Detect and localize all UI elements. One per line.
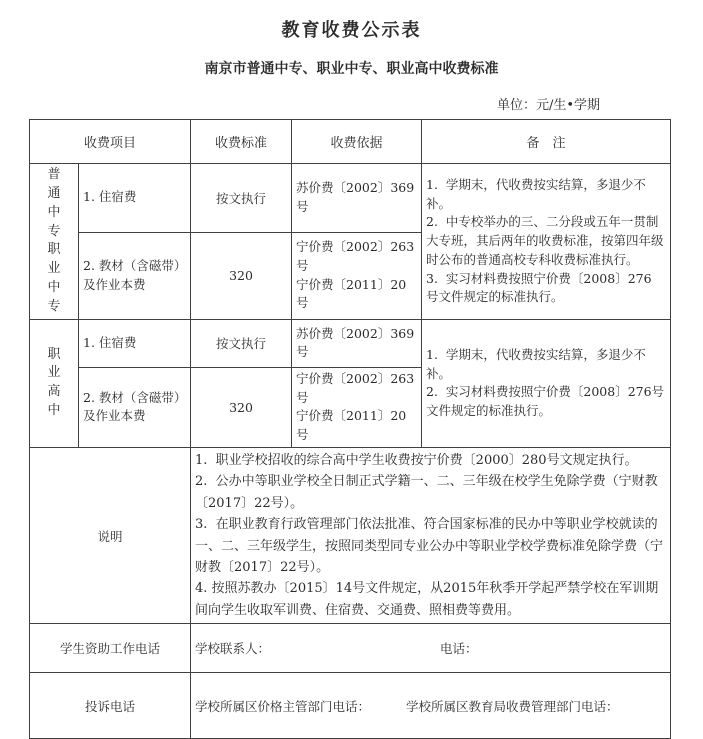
section1-row1 (30, 164, 671, 233)
student-aid-phone-label-cell: 学生资助工作电话 (30, 624, 191, 673)
remark-line: 1. 学期末，代收费按实结算，多退少不补。 (426, 176, 646, 211)
category-label-vertical: 职业高中 (47, 346, 61, 419)
category-label-vertical: 普通中专职业中专 (47, 167, 61, 314)
fee-basis-cell (292, 367, 422, 447)
notes-row (30, 447, 671, 624)
student-aid-phone-row (30, 624, 671, 673)
basis-line: 宁价费〔2002〕263号 (296, 239, 415, 273)
price-dept-phone-label: 学校所属区价格主管部门电话： (195, 698, 371, 714)
notes-line: 4. 按照苏教办〔2015〕14号文件规定，从2015年秋季开学起严禁学校在军训期间向学生收取军训费、住宿费、交通费、照相费等费用。 (195, 581, 659, 618)
page-title: 教育收费公示表 (281, 20, 422, 41)
header-cell-fee-basis: 收费依据 (292, 120, 422, 164)
fee-standard-cell: 320 (191, 367, 292, 447)
fee-item-cell: 2. 教材（含磁带）及作业本费 (79, 367, 191, 447)
category-cell-putong-zhongzhuan (30, 164, 79, 320)
school-contact-label: 学校联系人： (195, 641, 271, 657)
student-aid-phone-content-cell (191, 624, 671, 673)
basis-line: 宁价费〔2011〕20号 (296, 408, 407, 442)
notes-line: 3. 在职业教育行政管理部门依法批准、符合国家标准的民办中等职业学校就读的一、二、三年级学生，按照同类型同专业公办中等职业学校学费标准免除学费（宁财教〔2017〕22号）。 (195, 517, 664, 575)
fee-item-cell: 1. 住宿费 (79, 319, 191, 367)
fee-standard-cell: 按文执行 (191, 319, 292, 367)
basis-line: 宁价费〔2002〕263号 (296, 370, 415, 405)
category-cell-zhiye-gaozhong (30, 319, 79, 447)
section2-row1 (30, 319, 671, 367)
header-cell-fee-standard: 收费标准 (191, 120, 292, 164)
remark-line: 3. 实习材料费按照宁价费〔2008〕276 号文件规定的标准执行。 (426, 270, 656, 305)
remark-line: 2. 实习材料费按照宁价费〔2008〕276号文件规定的标准执行。 (426, 384, 665, 418)
remark-cell-section2 (422, 319, 671, 447)
table-header-row (30, 120, 671, 164)
page-subtitle: 南京市普通中专、职业中专、职业高中收费标准 (204, 61, 499, 77)
unit-note: 单位：元/生•学期 (496, 98, 600, 113)
phone-label: 电话： (440, 641, 478, 657)
basis-line: 苏价费〔2002〕369号 (296, 180, 415, 214)
complaint-phone-row (30, 673, 671, 739)
complaint-phone-label-cell: 投诉电话 (30, 673, 191, 739)
notes-content-cell (191, 447, 671, 624)
fee-item-cell: 2. 教材（含磁带）及作业本费 (79, 232, 191, 319)
notes-line: 1. 职业学校招收的综合高中学生收费按宁价费〔2000〕280号文规定执行。 (195, 452, 638, 468)
remark-line: 1. 学期末，代收费按实结算，多退少不补。 (426, 346, 646, 381)
header-cell-fee-item: 收费项目 (30, 120, 191, 164)
complaint-phone-content-cell (191, 673, 671, 739)
notes-line: 2. 公办中等职业学校全日制正式学籍一、二、三年级在校学生免除学费（宁财教〔2017〕22号）。 (195, 474, 658, 511)
fee-basis-cell (292, 164, 422, 233)
fee-table (29, 119, 671, 739)
edu-dept-phone-label: 学校所属区教育局收费管理部门电话： (406, 698, 619, 714)
fee-standard-cell: 320 (191, 232, 292, 319)
header-cell-remark: 备 注 (422, 120, 671, 164)
basis-line: 宁价费〔2011〕20号 (296, 276, 407, 311)
basis-line: 苏价费〔2002〕369号 (296, 325, 415, 360)
remark-cell-section1 (422, 164, 671, 320)
fee-basis-cell (292, 232, 422, 319)
fee-item-cell: 1. 住宿费 (79, 164, 191, 233)
fee-basis-cell (292, 319, 422, 367)
remark-line: 2. 中专校举办的三、二分段或五年一贯制大专班，其后两年的收费标准，按第四年级时公布的普通高校专科收费标准执行。 (426, 214, 664, 267)
fee-standard-cell: 按文执行 (191, 164, 292, 233)
notes-label-cell: 说明 (30, 447, 191, 624)
